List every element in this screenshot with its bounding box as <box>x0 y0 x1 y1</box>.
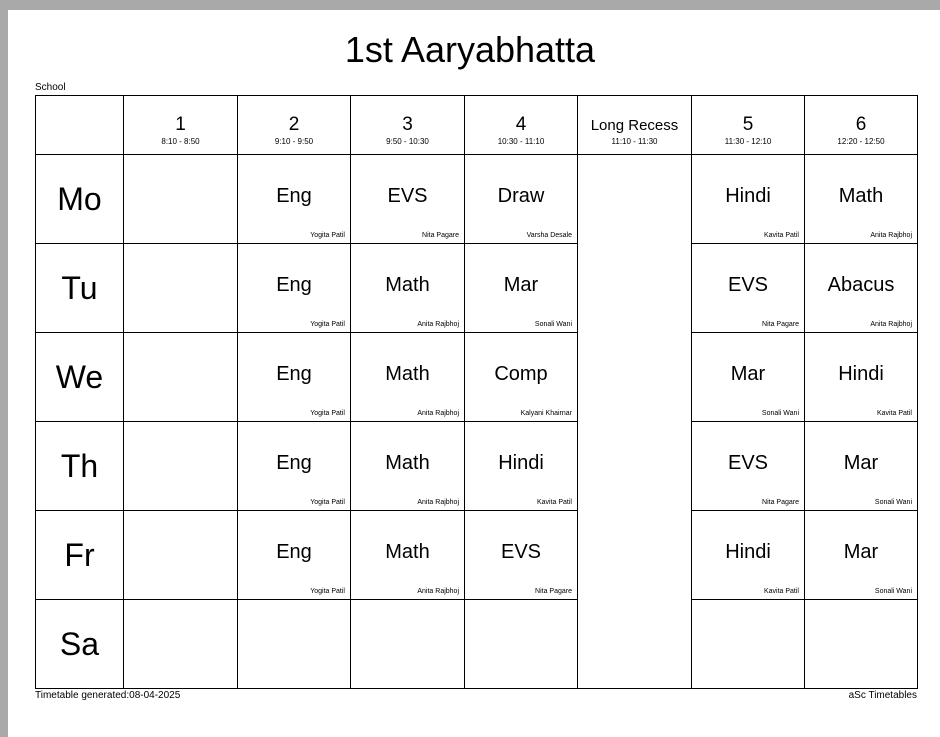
lesson-cell <box>238 422 351 511</box>
lesson-cell <box>692 422 805 511</box>
lesson-cell <box>351 422 465 511</box>
teacher-label: Anita Rajbhoj <box>417 410 459 417</box>
teacher-label: Anita Rajbhoj <box>417 588 459 595</box>
lesson-cell <box>465 244 578 333</box>
subject-label: Abacus <box>827 274 895 296</box>
teacher-label: Sonali Wani <box>761 410 799 417</box>
empty-cell <box>692 600 805 689</box>
lesson-cell <box>238 511 351 600</box>
subject-label: Eng <box>276 185 312 207</box>
lesson-cell <box>465 422 578 511</box>
teacher-label: Kavita Patil <box>876 410 912 417</box>
lesson-cell <box>238 244 351 333</box>
day-row <box>36 422 918 511</box>
day-row <box>36 333 918 422</box>
day-row <box>36 511 918 600</box>
day-row <box>36 600 918 689</box>
period-header: 2 9:10 - 9:50 <box>238 96 351 155</box>
subject-label: Eng <box>276 274 312 296</box>
school-label: School <box>35 82 66 93</box>
day-label: Th <box>36 422 124 511</box>
teacher-label: Yogita Patil <box>310 588 345 595</box>
subject-label: Hindi <box>725 541 771 563</box>
recess-header: Long Recess 11:10 - 11:30 <box>578 96 692 155</box>
empty-cell <box>238 600 351 689</box>
period-header: 3 9:50 - 10:30 <box>351 96 465 155</box>
subject-label: Eng <box>276 541 312 563</box>
subject-label: Math <box>838 185 884 207</box>
lesson-cell <box>692 511 805 600</box>
subject-label: Eng <box>276 363 312 385</box>
brand-label: aSc Timetables <box>848 690 917 701</box>
page-title: 1st Aaryabhatta <box>344 29 596 70</box>
lesson-cell <box>805 155 918 244</box>
lesson-cell <box>805 511 918 600</box>
corner-cell <box>36 96 124 155</box>
subject-label: Mar <box>730 363 766 385</box>
subject-label: Hindi <box>498 452 544 474</box>
subject-label: Hindi <box>838 363 884 385</box>
empty-cell <box>124 333 238 422</box>
empty-cell <box>124 600 238 689</box>
teacher-label: Yogita Patil <box>310 232 345 239</box>
subject-label: Math <box>385 274 430 296</box>
teacher-label: Sonali Wani <box>534 321 572 328</box>
subject-label: Mar <box>503 274 539 296</box>
subject-label: EVS <box>727 274 769 296</box>
lesson-cell <box>238 155 351 244</box>
subject-label: Math <box>385 452 430 474</box>
teacher-label: Anita Rajbhoj <box>417 321 459 328</box>
teacher-label: Nita Pagare <box>535 588 572 595</box>
period-header: 6 12:20 - 12:50 <box>805 96 918 155</box>
teacher-label: Kavita Patil <box>763 588 799 595</box>
day-label: Tu <box>36 244 124 333</box>
timetable-grid <box>35 95 918 689</box>
subject-label: Eng <box>276 452 312 474</box>
lesson-cell <box>465 333 578 422</box>
teacher-label: Kalyani Khairnar <box>520 410 572 417</box>
empty-cell <box>124 244 238 333</box>
subject-label: Mar <box>843 541 879 563</box>
empty-cell <box>124 155 238 244</box>
lesson-cell <box>692 155 805 244</box>
lesson-cell <box>351 333 465 422</box>
teacher-label: Kavita Patil <box>536 499 572 506</box>
day-label: Mo <box>36 155 124 244</box>
lesson-cell <box>465 511 578 600</box>
subject-label: EVS <box>387 185 428 207</box>
teacher-label: Sonali Wani <box>874 588 912 595</box>
teacher-label: Yogita Patil <box>310 410 345 417</box>
empty-cell <box>465 600 578 689</box>
subject-label: Mar <box>843 452 879 474</box>
lesson-cell <box>351 511 465 600</box>
lesson-cell <box>351 155 465 244</box>
subject-label: Math <box>385 363 430 385</box>
teacher-label: Kavita Patil <box>763 232 799 239</box>
day-row <box>36 155 918 244</box>
lesson-cell <box>238 333 351 422</box>
day-label: We <box>36 333 124 422</box>
empty-cell <box>124 422 238 511</box>
teacher-label: Anita Rajbhoj <box>870 321 912 328</box>
subject-label: Comp <box>494 363 548 385</box>
day-row <box>36 244 918 333</box>
subject-label: EVS <box>727 452 769 474</box>
subject-label: Draw <box>497 185 545 207</box>
period-header: 4 10:30 - 11:10 <box>465 96 578 155</box>
teacher-label: Yogita Patil <box>310 321 345 328</box>
subject-label: Math <box>385 541 430 563</box>
teacher-label: Nita Pagare <box>422 232 459 239</box>
empty-cell <box>351 600 465 689</box>
period-header-row <box>36 96 918 155</box>
lesson-cell <box>465 155 578 244</box>
period-header: 5 11:30 - 12:10 <box>692 96 805 155</box>
day-label: Fr <box>36 511 124 600</box>
empty-cell <box>805 600 918 689</box>
teacher-label: Anita Rajbhoj <box>417 499 459 506</box>
teacher-label: Varsha Desale <box>526 232 572 239</box>
day-label: Sa <box>36 600 124 689</box>
subject-label: Hindi <box>725 185 771 207</box>
generated-date: Timetable generated:08-04-2025 <box>35 690 181 701</box>
subject-label: EVS <box>500 541 542 563</box>
teacher-label: Sonali Wani <box>874 499 912 506</box>
lesson-cell <box>692 244 805 333</box>
lesson-cell <box>805 422 918 511</box>
teacher-label: Nita Pagare <box>762 499 799 506</box>
lesson-cell <box>805 244 918 333</box>
teacher-label: Nita Pagare <box>762 321 799 328</box>
teacher-label: Yogita Patil <box>310 499 345 506</box>
lesson-cell <box>692 333 805 422</box>
lesson-cell <box>351 244 465 333</box>
empty-cell <box>124 511 238 600</box>
teacher-label: Anita Rajbhoj <box>870 232 912 239</box>
period-header: 1 8:10 - 8:50 <box>124 96 238 155</box>
lesson-cell <box>805 333 918 422</box>
recess-column <box>578 155 692 689</box>
